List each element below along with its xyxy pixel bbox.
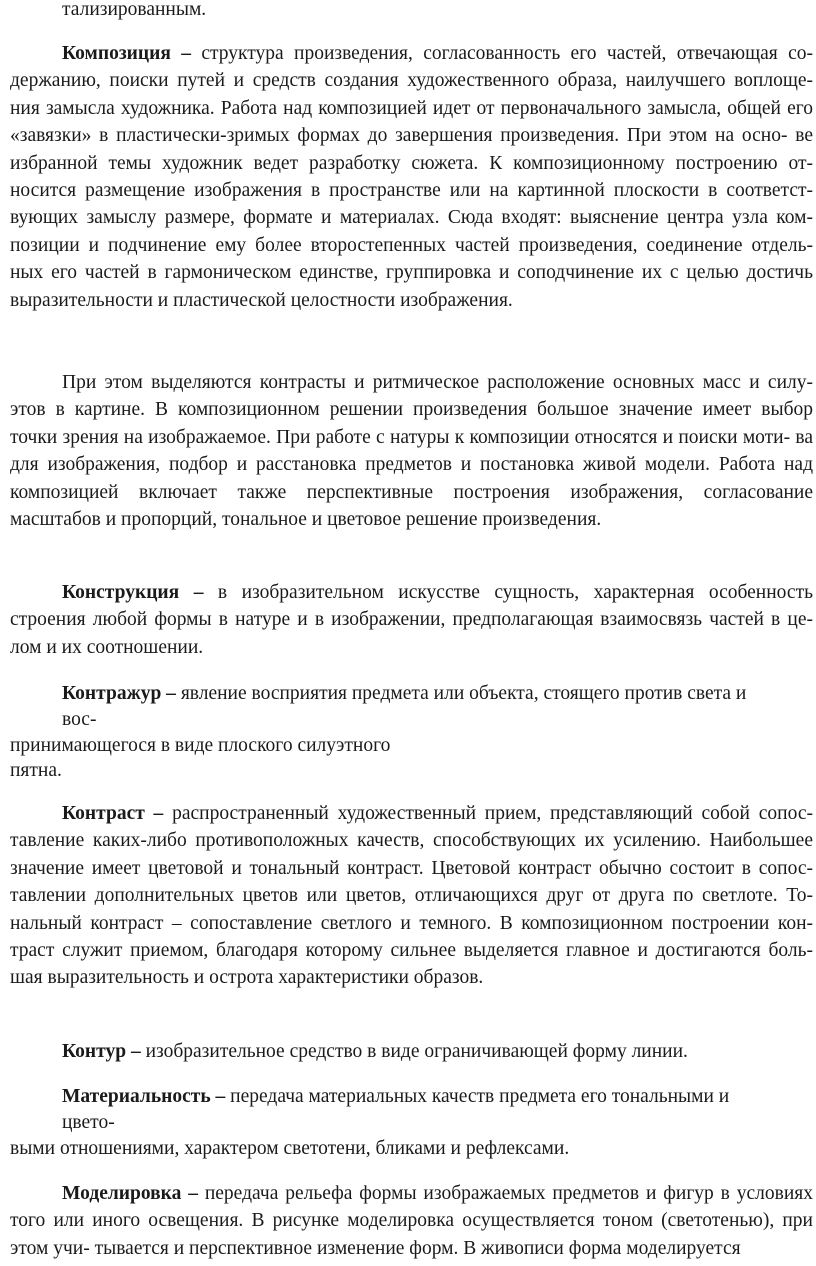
entry-kontur: [62, 1038, 688, 1065]
entry-materialnost-line1: [62, 1083, 729, 1110]
definition-kontur: изобразительное средство в виде ограничивающей форму линии.: [140, 1041, 688, 1062]
entry-konstrukciya: [10, 579, 813, 661]
entry-kontrast: [10, 800, 813, 992]
entry-kontrazhur-line4: пятна.: [10, 760, 62, 781]
entry-kontrazhur-line1: [62, 680, 746, 707]
entry-materialnost-line2: цвето-: [62, 1112, 115, 1133]
definition-modelirovka: передача рельефа формы изображаемых предметов и фигур в условиях того или иного освещения. В рисунке моделировка осуществляется тоном (светотенью), при этом учи- тывается и перспективное изменение форм. В живописи форма моделируется: [10, 1183, 813, 1259]
term-modelirovka: Моделировка –: [62, 1183, 198, 1204]
term-kontur: Контур –: [62, 1041, 141, 1062]
entry-kontrazhur-line3: принимающегося в виде плоского силуэтного: [10, 735, 391, 756]
definition-materialnost-line1: передача материальных качеств предмета его тональными и: [225, 1086, 730, 1107]
definition-konstrukciya: в изобразительном искусстве сущность, характерная особенность строения любой формы в натуре и в изображении, предполагающая взаимосвязь частей в це- лом и их соотношении.: [10, 582, 813, 658]
definition-kompoziciya: структура произведения, согласованность его частей, отвечающая со- держанию, поиски путей и средств создания художественного образа, наилучшего воплоще- ния замысла художника. Работа над композицией идет от первоначального замысла, общей его «завязки» в пластически-зримых формах до завершения произведения. При этом на осно- ве избранной темы художник ведет разработку сюжета. К композиционному построению от- носится размещение изображения в пространстве или на картинной плоскости в соответст- вующих замыслу размере, формате и материалах. Сюда входят: выяснение центра узла ком- позиции и подчинение ему более второстепенных частей произведения, соединение отдель- ных его частей в гармоническом единстве, группировка и соподчинение их с целью достичь выразительности и пластической целостности изображения.: [10, 43, 813, 311]
entry-materialnost-line3: выми отношениями, характером светотени, бликами и рефлексами.: [10, 1138, 570, 1159]
entry-modelirovka: [10, 1180, 813, 1262]
term-kontrazhur: Контражур –: [62, 683, 176, 704]
entry-kompoziciya: [10, 40, 813, 314]
definition-kontrazhur-line1: явление восприятия предмета или объекта, стоящего против света и: [175, 683, 747, 704]
term-materialnost: Материальность –: [62, 1086, 226, 1107]
entry-kompoziciya-continued: При этом выделяются контрасты и ритмическое расположение основных масс и силу- этов в картине. В композиционном решении произведения большое значение имеет выбор точки зрения на изображаемое. При работе с натуры к композиции относятся и поиски моти- ва для изображения, подбор и расстановка предметов и постановка живой модели. Работа над композицией включает также перспективные построения изображения, согласование масштабов и пропорций, тональное и цветовое решение произведения.: [10, 372, 813, 531]
definition-kontrast: распространенный художественный прием, представляющий собой сопос- тавление каких-либо противоположных качеств, способствующих их усилению. Наибольшее значение имеет цветовой и тональный контраст. Цветовой контраст обычно состоит в сопос- тавлении дополнительных цветов или цветов, отличающихся друг от друга по светлоте. То- нальный контраст – сопоставление светлого и темного. В композиционном построении кон- траст служит приемом, благодаря которому сильнее выделяется главное и достигаются боль- шая выразительность и острота характеристики образов.: [10, 803, 813, 989]
term-kontrast: Контраст –: [62, 803, 164, 824]
entry-kontrazhur-line2: вос-: [62, 709, 97, 730]
term-kompoziciya: Композиция –: [62, 43, 192, 64]
term-konstrukciya: Конструкция –: [62, 582, 204, 603]
fragment-top: тализированным.: [62, 0, 207, 20]
